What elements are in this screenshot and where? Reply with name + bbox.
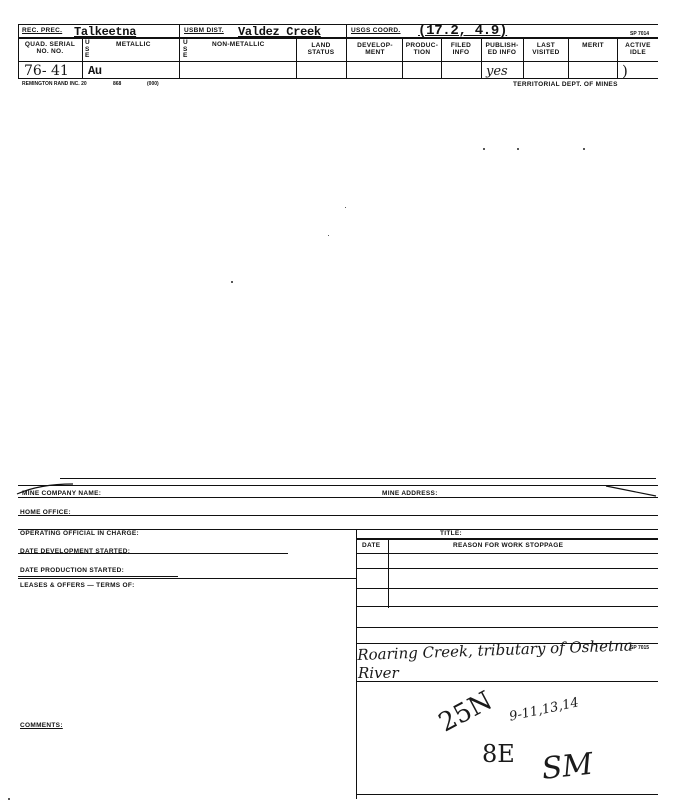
column-use-letters-nonmetallic: U S E: [183, 39, 188, 59]
operating-official-label: OPERATING OFFICIAL IN CHARGE:: [20, 530, 139, 537]
department-name: TERRITORIAL DEPT. OF MINES: [513, 81, 618, 88]
active-idle-mark: ): [622, 62, 628, 80]
date-production-started-label: DATE PRODUCTION STARTED:: [20, 567, 125, 574]
column-filed-info: FILED INFO: [450, 42, 472, 56]
form-code-top: SP 7014: [630, 31, 650, 37]
meridian-note: SM: [540, 746, 595, 787]
location-note-line2: River: [358, 664, 399, 682]
column-use-letters-metallic: U S E: [85, 39, 90, 59]
location-note-line1: Roaring Creek, tributary of Oshetna: [357, 636, 633, 664]
column-merit: MERIT: [582, 42, 604, 49]
usbm-dist-value: Valdez Creek: [238, 25, 321, 39]
range-note: 8E: [482, 740, 515, 768]
title-label: TITLE:: [440, 530, 463, 537]
printer-code-a: 868: [113, 81, 122, 87]
metallic-value: Au: [88, 64, 102, 78]
printer-imprint: REMINGTON RAND INC. 20: [22, 81, 87, 87]
pen-swoosh-right: [604, 484, 658, 498]
date-column-header: DATE: [362, 542, 381, 549]
column-quad-serial: QUAD. SERIAL NO. NO.: [24, 41, 76, 55]
usgs-coord-value: (17.2, 4.9): [418, 23, 508, 39]
column-land-status: LAND STATUS: [307, 42, 335, 56]
form-code-bottom: SP 7015: [630, 645, 650, 651]
quad-serial-value: 76- 41: [24, 63, 69, 79]
column-last-visited: LAST VISITED: [532, 42, 560, 56]
mine-company-name-label: MINE COMPANY NAME:: [22, 490, 102, 497]
usbm-dist-label: USBM DIST.: [184, 27, 224, 34]
home-office-label: HOME OFFICE:: [20, 509, 71, 516]
reason-column-header: REASON FOR WORK STOPPAGE: [453, 542, 564, 549]
column-development: DEVELOP-MENT: [357, 42, 393, 56]
column-metallic: METALLIC: [116, 41, 151, 48]
township-note: 25N: [434, 685, 498, 739]
comments-label: COMMENTS:: [20, 722, 63, 729]
printer-code-b: (000): [147, 81, 159, 87]
date-development-started-label: DATE DEVELOPMENT STARTED:: [20, 548, 131, 555]
column-non-metallic: NON-METALLIC: [212, 41, 265, 48]
mine-address-label: MINE ADDRESS:: [382, 490, 438, 497]
published-info-value: yes: [486, 64, 508, 79]
column-published-info: PUBLISH-ED INFO: [485, 42, 519, 56]
column-active-idle: ACTIVE IDLE: [625, 42, 651, 56]
usgs-coord-label: USGS COORD.: [351, 27, 401, 34]
section-numbers-note: 9-11,13,14: [508, 695, 581, 725]
column-production: PRODUC-TION: [405, 42, 439, 56]
rec-prec-label: REC. PREC.: [22, 27, 63, 34]
rec-prec-value: Talkeetna: [74, 25, 137, 39]
leases-offers-label: LEASES & OFFERS — TERMS OF:: [20, 582, 135, 589]
